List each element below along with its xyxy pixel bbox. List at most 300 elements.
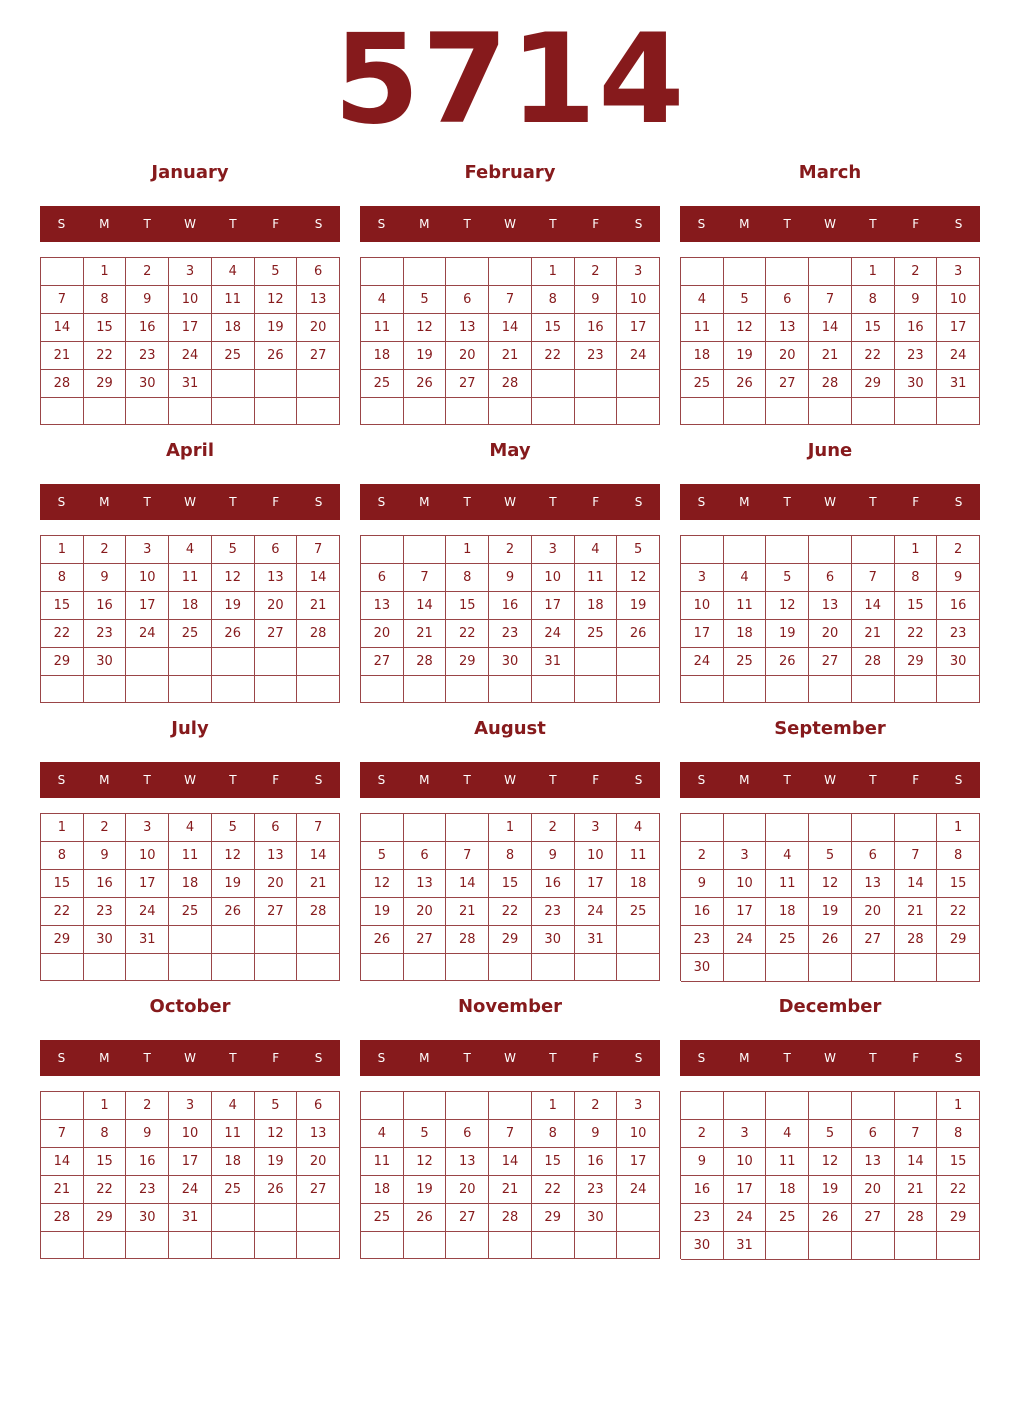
day-cell: 24	[937, 342, 980, 370]
empty-day-cell	[297, 926, 340, 954]
weekday-label: S	[634, 1051, 643, 1065]
weekday-label: T	[549, 773, 557, 787]
empty-day-cell	[532, 370, 575, 398]
day-cell: 12	[255, 1120, 298, 1148]
weekday-label: S	[954, 773, 963, 787]
day-cell: 25	[212, 342, 255, 370]
empty-day-cell	[489, 676, 532, 703]
empty-day-cell	[297, 1204, 340, 1232]
day-cell: 15	[41, 870, 84, 898]
empty-day-cell	[724, 258, 767, 286]
day-cell: 11	[361, 1148, 404, 1176]
day-cell: 17	[724, 898, 767, 926]
empty-day-cell	[212, 398, 255, 425]
day-cell: 26	[809, 926, 852, 954]
month-name: November	[457, 996, 563, 1017]
day-cell: 20	[852, 898, 895, 926]
day-cell: 8	[489, 842, 532, 870]
day-cell: 7	[41, 286, 84, 314]
day-cell: 2	[84, 536, 127, 564]
day-cell: 2	[575, 258, 618, 286]
day-cell: 8	[532, 1120, 575, 1148]
day-cell: 18	[724, 620, 767, 648]
empty-day-cell	[297, 954, 340, 981]
empty-day-cell	[617, 1232, 660, 1259]
day-cell: 29	[41, 648, 84, 676]
weekday-header	[680, 1040, 980, 1076]
day-cell: 9	[126, 1120, 169, 1148]
day-cell: 29	[852, 370, 895, 398]
day-cell: 25	[169, 898, 212, 926]
day-cell: 7	[297, 814, 340, 842]
empty-day-cell	[297, 1232, 340, 1259]
weekday-label: T	[783, 495, 791, 509]
day-cell: 19	[255, 1148, 298, 1176]
day-cell: 27	[255, 620, 298, 648]
weekday-label: T	[229, 1051, 237, 1065]
weekday-label: F	[272, 773, 280, 787]
day-cell: 26	[617, 620, 660, 648]
day-cell: 27	[852, 926, 895, 954]
weekday-label: S	[314, 495, 323, 509]
day-grid	[40, 813, 340, 981]
empty-day-cell	[852, 1232, 895, 1260]
day-cell: 15	[895, 592, 938, 620]
month-name: May	[489, 440, 531, 461]
empty-day-cell	[404, 536, 447, 564]
day-cell: 6	[361, 564, 404, 592]
empty-day-cell	[169, 926, 212, 954]
empty-day-cell	[446, 954, 489, 981]
weekday-header	[360, 762, 660, 798]
day-cell: 24	[724, 926, 767, 954]
day-cell: 3	[126, 536, 169, 564]
weekday-label: F	[272, 495, 280, 509]
day-cell: 25	[361, 370, 404, 398]
weekday-label: M	[419, 773, 430, 787]
day-cell: 4	[617, 814, 660, 842]
day-cell: 10	[126, 564, 169, 592]
empty-day-cell	[255, 1204, 298, 1232]
day-cell: 19	[724, 342, 767, 370]
day-cell: 2	[532, 814, 575, 842]
empty-day-cell	[766, 536, 809, 564]
day-cell: 5	[212, 536, 255, 564]
weekday-label: S	[634, 495, 643, 509]
weekday-label: W	[504, 773, 516, 787]
day-cell: 11	[361, 314, 404, 342]
day-cell: 31	[532, 648, 575, 676]
day-cell: 24	[617, 1176, 660, 1204]
day-cell: 1	[895, 536, 938, 564]
empty-day-cell	[895, 398, 938, 425]
day-cell: 24	[724, 1204, 767, 1232]
weekday-label: S	[954, 1051, 963, 1065]
empty-day-cell	[809, 536, 852, 564]
weekday-label: S	[697, 1051, 706, 1065]
empty-day-cell	[617, 370, 660, 398]
empty-day-cell	[575, 648, 618, 676]
day-cell: 7	[41, 1120, 84, 1148]
weekday-label: T	[143, 217, 151, 231]
day-cell: 17	[617, 1148, 660, 1176]
day-cell: 2	[489, 536, 532, 564]
empty-day-cell	[255, 1232, 298, 1259]
day-cell: 30	[84, 648, 127, 676]
day-cell: 28	[852, 648, 895, 676]
day-cell: 30	[532, 926, 575, 954]
day-cell: 1	[532, 258, 575, 286]
day-cell: 7	[895, 842, 938, 870]
day-cell: 31	[169, 370, 212, 398]
day-grid	[360, 813, 660, 981]
day-cell: 26	[212, 620, 255, 648]
day-cell: 14	[895, 1148, 938, 1176]
weekday-header	[680, 484, 980, 520]
day-cell: 18	[575, 592, 618, 620]
empty-day-cell	[766, 258, 809, 286]
weekday-header	[40, 484, 340, 520]
day-grid	[40, 535, 340, 703]
day-cell: 23	[126, 342, 169, 370]
day-cell: 2	[681, 842, 724, 870]
empty-day-cell	[169, 1232, 212, 1259]
day-cell: 18	[617, 870, 660, 898]
weekday-label: W	[504, 1051, 516, 1065]
weekday-label: S	[377, 217, 386, 231]
empty-day-cell	[297, 676, 340, 703]
empty-day-cell	[937, 954, 980, 982]
empty-day-cell	[404, 258, 447, 286]
day-cell: 8	[852, 286, 895, 314]
day-cell: 24	[126, 620, 169, 648]
day-cell: 7	[852, 564, 895, 592]
empty-day-cell	[937, 1232, 980, 1260]
day-cell: 21	[489, 342, 532, 370]
day-cell: 21	[297, 592, 340, 620]
weekday-label: F	[272, 1051, 280, 1065]
day-cell: 24	[617, 342, 660, 370]
empty-day-cell	[446, 1232, 489, 1259]
day-cell: 9	[575, 1120, 618, 1148]
weekday-label: F	[592, 495, 600, 509]
day-cell: 18	[169, 870, 212, 898]
weekday-label: M	[99, 773, 110, 787]
day-cell: 9	[532, 842, 575, 870]
day-grid	[360, 257, 660, 425]
weekday-label: M	[739, 773, 750, 787]
day-cell: 30	[937, 648, 980, 676]
empty-day-cell	[126, 648, 169, 676]
day-cell: 3	[169, 1092, 212, 1120]
day-cell: 26	[255, 1176, 298, 1204]
day-cell: 17	[937, 314, 980, 342]
empty-day-cell	[404, 1232, 447, 1259]
day-cell: 23	[937, 620, 980, 648]
day-cell: 15	[852, 314, 895, 342]
day-cell: 20	[255, 592, 298, 620]
day-cell: 5	[809, 842, 852, 870]
day-cell: 16	[681, 898, 724, 926]
day-cell: 23	[681, 926, 724, 954]
empty-day-cell	[212, 370, 255, 398]
day-cell: 31	[937, 370, 980, 398]
weekday-header	[680, 206, 980, 242]
day-cell: 16	[575, 1148, 618, 1176]
empty-day-cell	[446, 814, 489, 842]
empty-day-cell	[852, 398, 895, 425]
empty-day-cell	[169, 676, 212, 703]
empty-day-cell	[766, 954, 809, 982]
day-cell: 27	[766, 370, 809, 398]
weekday-header	[40, 1040, 340, 1076]
day-cell: 11	[212, 1120, 255, 1148]
day-cell: 17	[575, 870, 618, 898]
day-cell: 19	[212, 870, 255, 898]
weekday-label: W	[184, 1051, 196, 1065]
day-cell: 6	[852, 1120, 895, 1148]
day-cell: 1	[41, 536, 84, 564]
day-cell: 28	[41, 1204, 84, 1232]
empty-day-cell	[809, 676, 852, 703]
empty-day-cell	[41, 1092, 84, 1120]
day-cell: 18	[212, 1148, 255, 1176]
day-cell: 30	[126, 1204, 169, 1232]
weekday-label: W	[824, 773, 836, 787]
day-cell: 17	[724, 1176, 767, 1204]
empty-day-cell	[766, 398, 809, 425]
day-cell: 27	[809, 648, 852, 676]
weekday-label: T	[869, 773, 877, 787]
day-cell: 27	[446, 1204, 489, 1232]
day-cell: 22	[41, 898, 84, 926]
day-cell: 23	[575, 1176, 618, 1204]
weekday-label: W	[824, 1051, 836, 1065]
empty-day-cell	[212, 676, 255, 703]
empty-day-cell	[126, 1232, 169, 1259]
day-cell: 13	[852, 870, 895, 898]
weekday-label: T	[463, 773, 471, 787]
empty-day-cell	[126, 398, 169, 425]
day-cell: 23	[489, 620, 532, 648]
empty-day-cell	[809, 814, 852, 842]
day-cell: 10	[617, 1120, 660, 1148]
day-cell: 28	[297, 898, 340, 926]
weekday-label: T	[549, 1051, 557, 1065]
empty-day-cell	[617, 926, 660, 954]
empty-day-cell	[681, 814, 724, 842]
day-cell: 4	[766, 1120, 809, 1148]
empty-day-cell	[84, 1232, 127, 1259]
day-cell: 25	[617, 898, 660, 926]
day-cell: 15	[937, 870, 980, 898]
month-name: December	[778, 996, 882, 1017]
day-cell: 1	[41, 814, 84, 842]
day-cell: 18	[766, 1176, 809, 1204]
day-cell: 22	[937, 1176, 980, 1204]
day-cell: 11	[169, 564, 212, 592]
empty-day-cell	[361, 1092, 404, 1120]
day-cell: 22	[852, 342, 895, 370]
day-cell: 26	[404, 1204, 447, 1232]
empty-day-cell	[255, 648, 298, 676]
day-cell: 12	[617, 564, 660, 592]
day-cell: 3	[169, 258, 212, 286]
empty-day-cell	[681, 536, 724, 564]
day-cell: 4	[575, 536, 618, 564]
day-cell: 21	[809, 342, 852, 370]
day-cell: 7	[489, 1120, 532, 1148]
day-cell: 20	[446, 1176, 489, 1204]
weekday-label: F	[272, 217, 280, 231]
empty-day-cell	[895, 1232, 938, 1260]
empty-day-cell	[212, 926, 255, 954]
day-cell: 9	[681, 1148, 724, 1176]
day-cell: 26	[766, 648, 809, 676]
empty-day-cell	[404, 676, 447, 703]
weekday-label: F	[592, 773, 600, 787]
day-cell: 5	[255, 1092, 298, 1120]
day-cell: 16	[126, 1148, 169, 1176]
day-cell: 10	[532, 564, 575, 592]
day-cell: 17	[169, 314, 212, 342]
day-cell: 26	[361, 926, 404, 954]
empty-day-cell	[809, 1092, 852, 1120]
day-cell: 30	[126, 370, 169, 398]
day-cell: 12	[724, 314, 767, 342]
day-cell: 1	[937, 814, 980, 842]
day-grid	[40, 1091, 340, 1259]
empty-day-cell	[852, 954, 895, 982]
day-cell: 10	[724, 1148, 767, 1176]
month-name: September	[774, 718, 886, 739]
day-cell: 5	[724, 286, 767, 314]
day-cell: 18	[766, 898, 809, 926]
day-cell: 14	[446, 870, 489, 898]
month-name: January	[151, 162, 229, 183]
day-cell: 21	[489, 1176, 532, 1204]
empty-day-cell	[532, 676, 575, 703]
empty-day-cell	[404, 814, 447, 842]
day-grid	[680, 535, 980, 703]
month-name: April	[165, 440, 215, 461]
day-cell: 2	[575, 1092, 618, 1120]
day-cell: 3	[126, 814, 169, 842]
day-cell: 26	[255, 342, 298, 370]
day-cell: 6	[297, 258, 340, 286]
empty-day-cell	[404, 954, 447, 981]
weekday-label: M	[99, 1051, 110, 1065]
day-cell: 14	[809, 314, 852, 342]
day-cell: 11	[575, 564, 618, 592]
day-cell: 6	[255, 814, 298, 842]
month-name: March	[798, 162, 862, 183]
weekday-label: F	[592, 217, 600, 231]
day-cell: 19	[404, 1176, 447, 1204]
day-grid	[680, 813, 980, 981]
day-cell: 7	[809, 286, 852, 314]
day-cell: 8	[446, 564, 489, 592]
empty-day-cell	[255, 676, 298, 703]
empty-day-cell	[532, 954, 575, 981]
weekday-label: T	[463, 217, 471, 231]
day-cell: 5	[361, 842, 404, 870]
day-cell: 29	[84, 370, 127, 398]
empty-day-cell	[724, 676, 767, 703]
weekday-label: T	[463, 1051, 471, 1065]
empty-day-cell	[575, 370, 618, 398]
weekday-label: T	[783, 217, 791, 231]
day-cell: 10	[681, 592, 724, 620]
empty-day-cell	[809, 954, 852, 982]
day-cell: 22	[84, 342, 127, 370]
weekday-label: S	[954, 217, 963, 231]
day-cell: 29	[937, 926, 980, 954]
weekday-label: M	[99, 217, 110, 231]
weekday-label: F	[912, 217, 920, 231]
empty-day-cell	[852, 536, 895, 564]
day-cell: 7	[404, 564, 447, 592]
empty-day-cell	[361, 1232, 404, 1259]
empty-day-cell	[361, 814, 404, 842]
empty-day-cell	[446, 676, 489, 703]
empty-day-cell	[809, 258, 852, 286]
day-cell: 28	[489, 370, 532, 398]
empty-day-cell	[489, 1092, 532, 1120]
day-cell: 16	[84, 592, 127, 620]
day-cell: 23	[681, 1204, 724, 1232]
day-cell: 13	[255, 842, 298, 870]
day-cell: 23	[532, 898, 575, 926]
empty-day-cell	[489, 1232, 532, 1259]
day-cell: 27	[361, 648, 404, 676]
day-cell: 13	[404, 870, 447, 898]
empty-day-cell	[617, 398, 660, 425]
day-cell: 27	[446, 370, 489, 398]
day-cell: 19	[361, 898, 404, 926]
day-cell: 29	[41, 926, 84, 954]
day-cell: 14	[489, 1148, 532, 1176]
empty-day-cell	[446, 398, 489, 425]
day-cell: 13	[809, 592, 852, 620]
day-cell: 14	[895, 870, 938, 898]
day-cell: 21	[297, 870, 340, 898]
day-cell: 19	[809, 1176, 852, 1204]
empty-day-cell	[852, 676, 895, 703]
day-cell: 28	[489, 1204, 532, 1232]
month-name: July	[171, 718, 209, 739]
day-cell: 11	[766, 870, 809, 898]
day-cell: 20	[852, 1176, 895, 1204]
day-cell: 16	[532, 870, 575, 898]
weekday-label: W	[824, 217, 836, 231]
day-cell: 8	[937, 1120, 980, 1148]
day-cell: 12	[212, 564, 255, 592]
weekday-label: F	[912, 495, 920, 509]
weekday-label: T	[143, 773, 151, 787]
day-cell: 1	[937, 1092, 980, 1120]
day-cell: 6	[404, 842, 447, 870]
weekday-label: M	[419, 495, 430, 509]
day-cell: 3	[617, 1092, 660, 1120]
day-cell: 31	[169, 1204, 212, 1232]
day-cell: 24	[126, 898, 169, 926]
day-cell: 11	[681, 314, 724, 342]
weekday-label: M	[739, 1051, 750, 1065]
day-cell: 5	[212, 814, 255, 842]
day-cell: 25	[169, 620, 212, 648]
day-cell: 6	[255, 536, 298, 564]
